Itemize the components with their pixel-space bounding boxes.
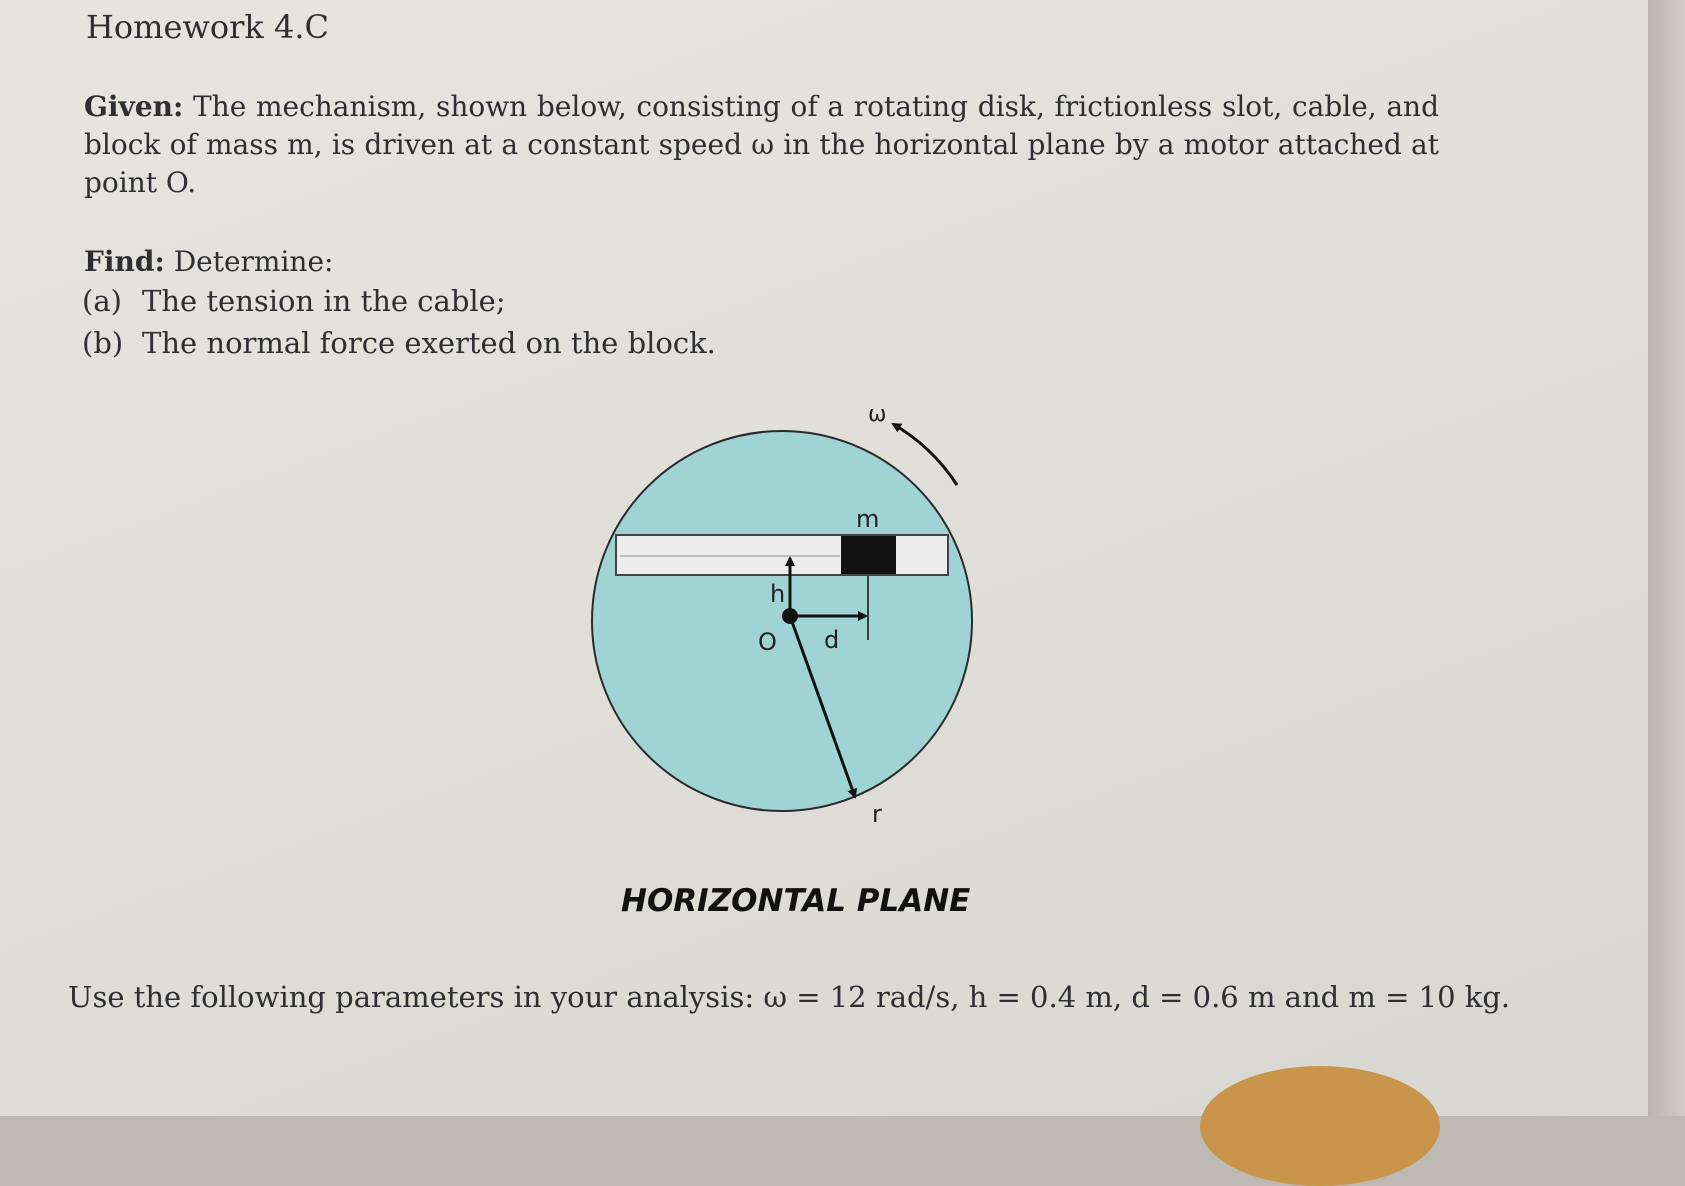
- mass-label: m: [856, 505, 880, 533]
- pivot-point-o: [782, 608, 798, 624]
- h-label: h: [770, 580, 786, 608]
- find-label: Find:: [84, 245, 165, 278]
- page-title: Homework 4.C: [86, 8, 329, 46]
- thumb-shadow: [1200, 1066, 1440, 1186]
- diagram-caption: HORIZONTAL PLANE: [621, 883, 971, 919]
- block-mass: [841, 536, 896, 574]
- r-label: r: [872, 800, 882, 828]
- find-item-a-label: (a): [82, 284, 122, 318]
- find-item-a-text: The tension in the cable;: [142, 284, 506, 318]
- find-text: Determine:: [173, 245, 334, 278]
- d-label: d: [824, 626, 840, 654]
- omega-label: ω: [868, 402, 887, 427]
- given-text: The mechanism, shown below, consisting of a rotating disk, frictionless slot, cable, and block of mass m, is driven at a constant speed ω in the horizontal plane by a motor attached at point O.: [84, 90, 1439, 199]
- find-item-b-label: (b): [82, 326, 124, 360]
- find-item-b-text: The normal force exerted on the block.: [142, 326, 716, 360]
- rotating-disk: [592, 431, 972, 811]
- given-label: Given:: [84, 90, 184, 123]
- origin-label: O: [758, 628, 777, 656]
- parameters-line: Use the following parameters in your analysis: ω = 12 rad/s, h = 0.4 m, d = 0.6 m and m = 10 kg.: [68, 980, 1511, 1014]
